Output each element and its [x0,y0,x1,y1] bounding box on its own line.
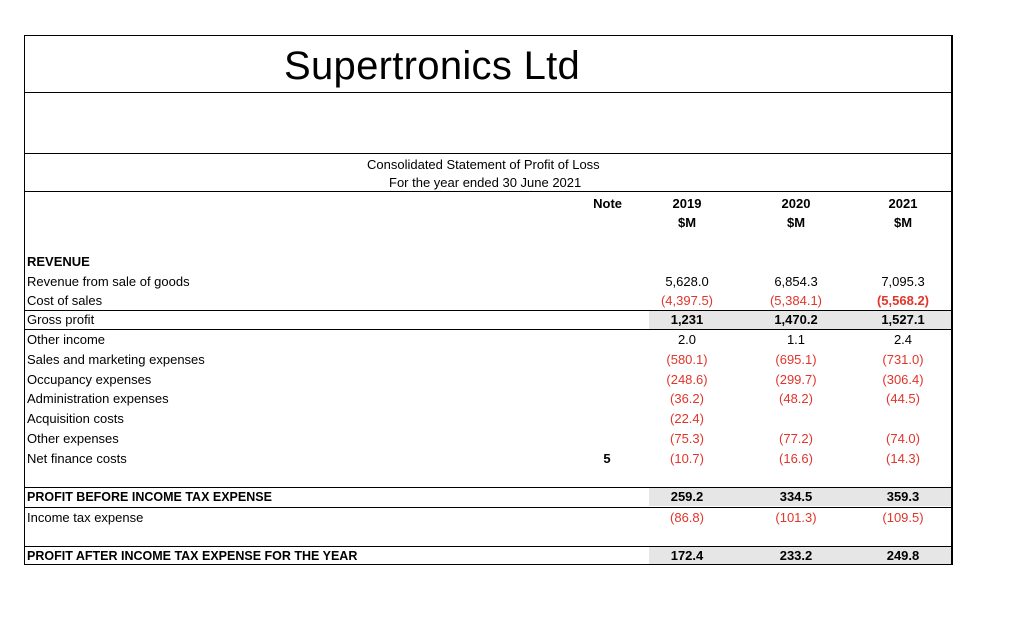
cell-2021: (306.4) [882,372,924,387]
cell-2021: (5,568.2) [876,293,930,308]
unit-header-2019: $M [677,215,697,230]
unit-header-2020: $M [786,215,806,230]
company-title: Supertronics Ltd [284,44,581,88]
cell-2019: 5,628.0 [665,274,709,289]
year-header-2021: 2021 [888,196,918,211]
note-header: Note [593,196,622,211]
cell-2021: (14.3) [886,451,920,466]
cell-2021: (44.5) [886,391,920,406]
row-label: Other income [27,332,106,347]
row-label: PROFIT AFTER INCOME TAX EXPENSE FOR THE YEAR [27,549,358,563]
cell-2021: 359.3 [886,489,920,504]
row-label: Administration expenses [27,391,169,406]
row-label: Income tax expense [27,510,144,525]
rule-subtitle-bottom [24,191,953,192]
cell-2021: (109.5) [882,510,924,525]
cell-2019: (580.1) [666,352,708,367]
cell-2021: (74.0) [886,431,920,446]
row-label: Sales and marketing expenses [27,352,205,367]
cell-2020: 1,470.2 [774,312,818,327]
year-header-2019: 2019 [672,196,702,211]
statement-title: Consolidated Statement of Profit of Loss [367,157,600,172]
cell-2019: 172.4 [670,548,704,563]
cell-2019: (10.7) [670,451,704,466]
rule-pbt-bottom [24,507,953,508]
cell-2020: 334.5 [779,489,813,504]
cell-2021: 2.4 [893,332,913,347]
rule-gross-bottom [24,329,953,330]
cell-2020: 6,854.3 [774,274,818,289]
rule-pbt-top [24,487,953,488]
statement-period: For the year ended 30 June 2021 [389,175,582,190]
cell-2021: (731.0) [882,352,924,367]
cell-2020: (77.2) [779,431,813,446]
year-header-2020: 2020 [781,196,811,211]
row-label: Gross profit [27,312,95,327]
rule-blank-bottom [24,153,953,154]
cell-2020: (695.1) [775,352,817,367]
rule-title-bottom [24,92,953,93]
cell-2019: (248.6) [666,372,708,387]
cell-2020: (5,384.1) [769,293,823,308]
cell-2020: (299.7) [775,372,817,387]
cell-2019: (4,397.5) [660,293,714,308]
cell-2019: 259.2 [670,489,704,504]
cell-2019: (86.8) [670,510,704,525]
cell-2020: (48.2) [779,391,813,406]
section-revenue: REVENUE [27,254,90,269]
cell-2019: 1,231 [670,312,704,327]
row-label: PROFIT BEFORE INCOME TAX EXPENSE [27,490,272,504]
note-ref: 5 [603,451,611,466]
cell-2020: (16.6) [779,451,813,466]
cell-2020: 1.1 [786,332,806,347]
row-label: Revenue from sale of goods [27,274,190,289]
cell-2021: 249.8 [886,548,920,563]
unit-header-2021: $M [893,215,913,230]
cell-2020: (101.3) [775,510,817,525]
cell-2019: (75.3) [670,431,704,446]
rule-cogs-bottom [24,310,953,311]
row-label: Cost of sales [27,293,103,308]
cell-2019: (36.2) [670,391,704,406]
row-label: Net finance costs [27,451,127,466]
cell-2019: (22.4) [670,411,704,426]
row-label: Acquisition costs [27,411,124,426]
row-label: Other expenses [27,431,119,446]
cell-2019: 2.0 [677,332,697,347]
cell-2021: 7,095.3 [881,274,925,289]
rule-pat-top [24,546,953,547]
cell-2021: 1,527.1 [881,312,925,327]
cell-2020: 233.2 [779,548,813,563]
row-label: Occupancy expenses [27,372,152,387]
